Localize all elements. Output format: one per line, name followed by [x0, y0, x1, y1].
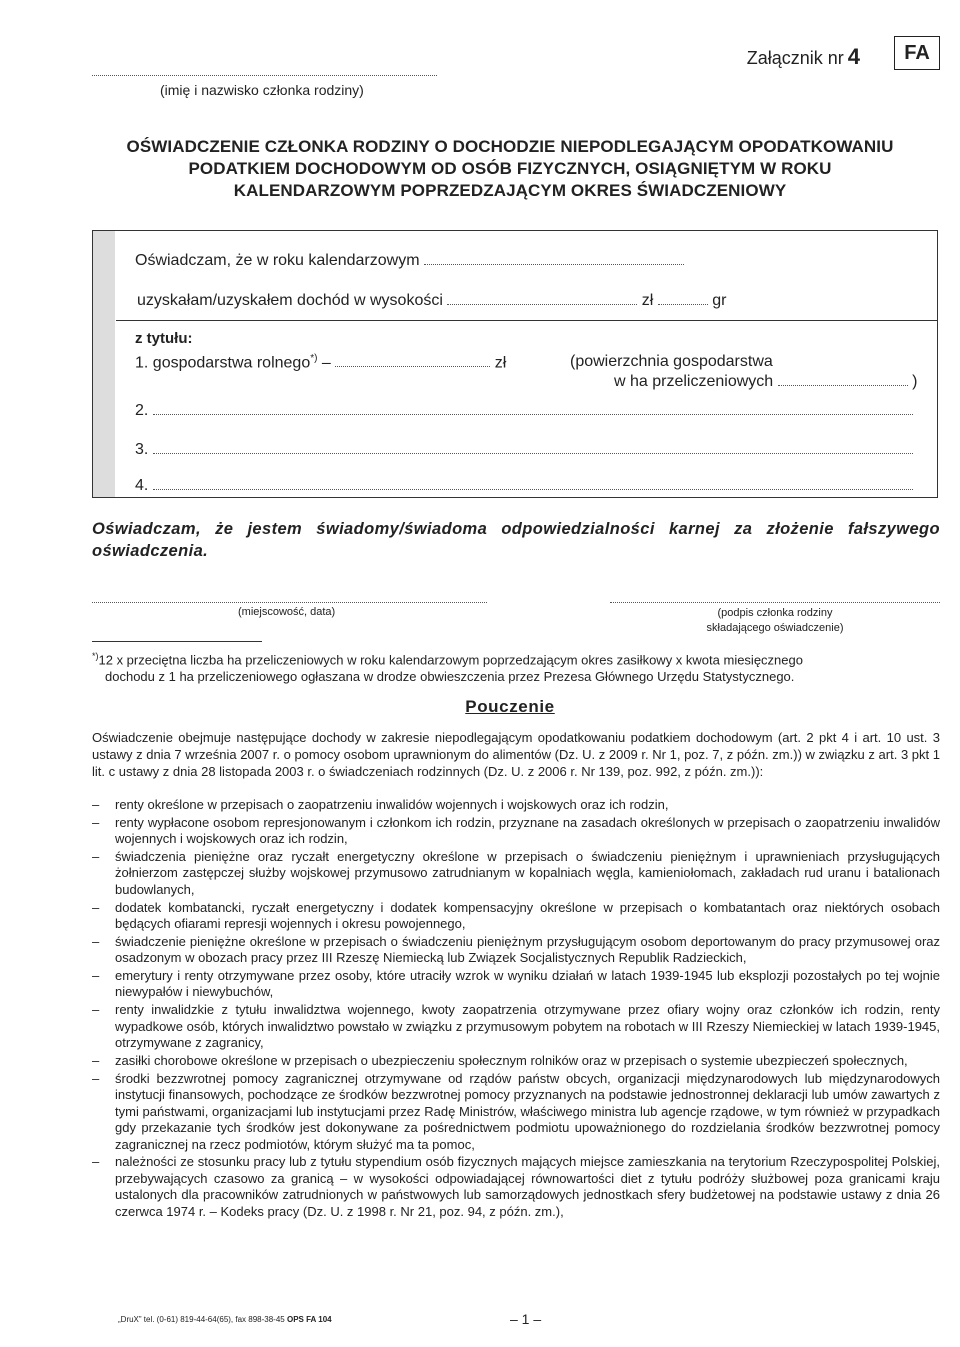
- year-row: Oświadczam, że w roku kalendarzowym: [135, 252, 684, 270]
- signature-field[interactable]: [610, 602, 940, 603]
- name-field[interactable]: [92, 74, 437, 76]
- item-4-field[interactable]: [153, 489, 913, 490]
- printer-info: „DruX” tel. (0-61) 819-44-64(65), fax 898-38-45 OPS FA 104: [118, 1315, 332, 1324]
- item-2-row: 2.: [135, 402, 913, 420]
- title-line-1: OŚWIADCZENIE CZŁONKA RODZINY O DOCHODZIE NIEPODLEGAJĄCYM OPODATKOWANIU: [126, 137, 894, 156]
- form-code: FA: [904, 41, 930, 64]
- name-caption: (imię i nazwisko członka rodziny): [160, 82, 364, 98]
- instructions-intro: Oświadczenie obejmuje następujące dochody w zakresie niepodlegającym opodatkowaniu podatkiem dochodowym (art. 2 pkt 4 i art. 10 ust. 3 ustawy z dnia 7 września 2007 r. o pomocy osobom uprawnionym do alimentów (Dz. U. z 2009 r. Nr 1, poz. 7, z późn. zm.)) w związku z art. 3 pkt 1 lit. c ustawy z dnia 28 listopada 2003 r. o świadczeniach rodzinnych (Dz. U. z 2006 r. Nr 139, poz. 992, z późn. zm.)):: [92, 730, 940, 779]
- list-item: – należności ze stosunku pracy lub z tytułu stypendium osób fizycznych mających miejsce zamieszkania na terytorium Rzeczypospolitej Polskiej, przebywających czasowo za granicą – w wysokości odpowiadającej równowartości diet z tytułu podróży służbowej poza granicami kraju ustalonych dla pracowników zatrudnionych w państwowych lub samorządowych jednostkach sfery budżetowej na podstawie ustawy z dnia 26 czerwca 1974 r. – Kodeks pracy (Dz. U. z 1998 r. Nr 21, poz. 94, z późn. zm.),: [92, 1154, 940, 1219]
- item-1-row: 1. gospodarstwa rolnego*) – zł: [135, 353, 507, 372]
- attachment-label: Załącznik nr 4: [746, 44, 860, 69]
- source-label: z tytułu:: [135, 330, 193, 347]
- list-item: – zasiłki chorobowe określone w przepisach o ubezpieczeniu społecznym rolników oraz w przepisach o systemie ubezpieczeń społecznych,: [92, 1052, 908, 1068]
- item-4-row: 4.: [135, 477, 913, 495]
- list-item: – świadczenia pieniężne oraz ryczałt energetyczny określone w przepisach o świadczeniu pieniężnym i uprawnieniach przysługujących żołnierzom zastępczej służby wojskowej przymusowo zatrudnianym w kopalniach węgla, kamieniołomach, zakładach rud uranu i batalionach budowlanych,: [92, 848, 940, 897]
- footnote-mark: *): [92, 651, 99, 661]
- document-title: [110, 136, 910, 202]
- income-types-list: [92, 797, 940, 1221]
- instructions-heading: Pouczenie: [465, 697, 555, 716]
- list-item: – renty określone w przepisach o zaopatrzeniu inwalidów wojennych i wojskowych oraz ich rodzin,: [92, 797, 669, 812]
- list-item: – środki bezzwrotnej pomocy zagranicznej otrzymywane od rządów państw obcych, organizacji międzynarodowych lub międzynarodowych instytucji finansowych, pochodzące ze środków bezzwrotnej pomocy przyznanych na podstawie jednostronnej deklaracji lub umów zawartych z tymi państwami, organizacjami lub instytucjami przez Radę Ministrów, właściwego ministra lub agencje rządowe, w tym również w przypadkach gdy przekazanie tych środków jest dokonywane za pośrednictwem podmiotu upoważnionego do rozdzielania środków bezzwrotnej pomocy zagranicznej na rzecz podmiotów, którym służyć ma ta pomoc,: [92, 1070, 940, 1152]
- year-field[interactable]: [424, 264, 684, 265]
- page-number: – 1 –: [510, 1311, 542, 1327]
- item-3-row: 3.: [135, 441, 913, 459]
- title-line-3: KALENDARZOWYM POPRZEDZAJĄCYM OKRES ŚWIADCZENIOWY: [233, 181, 787, 200]
- list-item: – renty inwalidzkie z tytułu inwalidztwa wojennego, kwoty zaopatrzenia otrzymywane przez ofiary wojny oraz członków ich rodzin, renty wypadkowe osób, których inwalidztwo powstało w związku z przymusowym pobytem na robotach w III Rzeszy Niemieckiej w latach 1939-1945, otrzymywane z zagranicy,: [92, 1002, 940, 1051]
- attachment-number: 4: [847, 44, 860, 69]
- signature-caption: (podpis członka rodziny składającego oświadczenie): [706, 607, 844, 634]
- printer-code: OPS FA 104: [286, 1315, 332, 1324]
- form-code-box: [894, 36, 940, 70]
- place-date-caption: (miejscowość, data): [238, 606, 336, 618]
- area-label-1: (powierzchnia gospodarstwa: [570, 353, 773, 370]
- footnote-rule: [92, 641, 262, 642]
- footnote: *)12 x przeciętna liczba ha przeliczeniowych w roku kalendarzowym poprzedzającym okres zasiłkowy x kwota miesięcznego dochodu z 1 ha przeliczeniowego ogłaszana w drodze obwieszczenia przez Prezesa Głównego Urzędu Statystycznego.: [92, 651, 803, 685]
- title-line-2: PODATKIEM DOCHODOWYM OD OSÓB FIZYCZNYCH, OSIĄGNIĘTYM W ROKU: [188, 159, 832, 178]
- list-item: – emerytury i renty otrzymywane przez osoby, które utraciły wzrok w wyniku działań w latach 1939-1945 lub eksplozji pozostałych po tej wojnie niewypałów i niewybuchów,: [92, 967, 940, 1000]
- income-row: uzyskałam/uzyskałem dochód w wysokości zł gr: [137, 292, 727, 309]
- farm-area-field[interactable]: [778, 385, 908, 386]
- item-3-field[interactable]: [153, 453, 913, 454]
- place-date-field[interactable]: [92, 602, 487, 603]
- awareness-statement: Oświadczam, że jestem świadomy/świadoma odpowiedzialności karnej za złożenie fałszywego oświadczenia.: [92, 520, 940, 560]
- list-item: – renty wypłacone osobom represjonowanym i członkom ich rodzin, przyznane na zasadach określonych w przepisach o zaopatrzeniu inwalidów wojennych i wojskowych oraz ich rodzin,: [92, 814, 940, 847]
- list-item: – świadczenie pieniężne określone w przepisach o świadczeniu pieniężnym przysługującym osobom deportowanym do pracy przymusowej oraz osadzonym w obozach pracy przez III Rzeszę Niemiecką lub Związek Socjalistycznych Republik Radzieckich,: [92, 933, 940, 966]
- income-amount-field[interactable]: [447, 304, 637, 305]
- farm-income-field[interactable]: [335, 366, 490, 367]
- area-row: w ha przeliczeniowych ): [614, 373, 918, 390]
- list-item: – dodatek kombatancki, ryczałt energetyczny i dodatek kompensacyjny określone w przepisach o kombatantach oraz niektórych osobach będących ofiarami represji wojennych i okresu powojennego,: [92, 899, 940, 932]
- item-2-field[interactable]: [153, 414, 913, 415]
- box-divider: [116, 320, 938, 321]
- income-gr-field[interactable]: [658, 304, 708, 305]
